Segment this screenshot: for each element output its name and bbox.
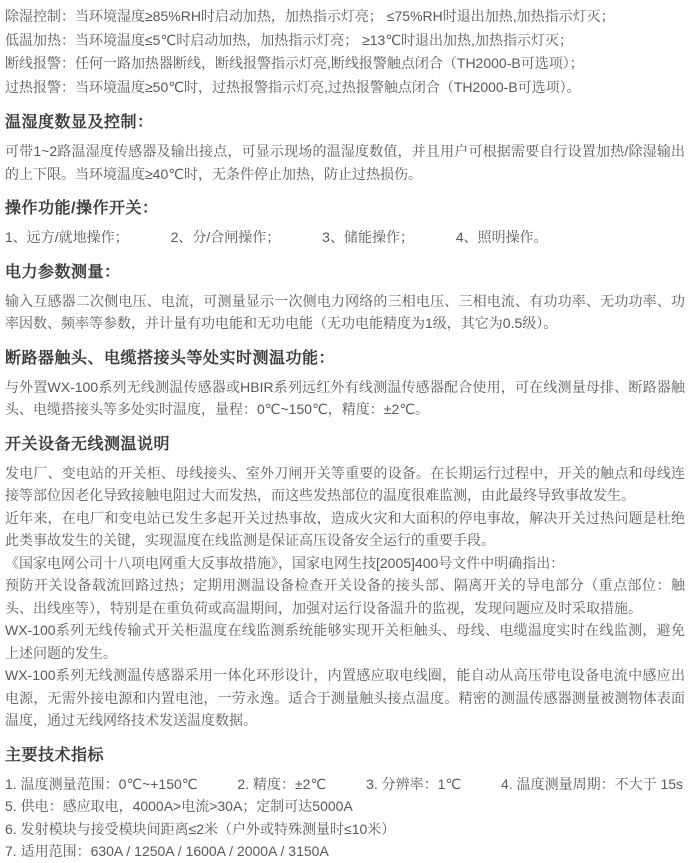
section-realtime-temp-measurement — [5, 349, 685, 421]
section-heading: 主要技术指标 — [5, 746, 105, 764]
operation-item-open-close: 2、分/合闸操作； — [170, 229, 281, 245]
spec-power-supply: 5. 供电：感应取电，4000A>电流>30A；定制可达5000A — [5, 798, 353, 814]
feature-line-low-temp-heating: 低温加热：当环境温度≤5℃时启动加热，加热指示灯亮； ≥13℃时退出加热,加热指示灯灭； — [5, 31, 573, 48]
section-paragraph: 预防开关设备载流回路过热；定期用测温设备检查开关设备的接头部、隔离开关的导电部分（重点部位：触头、出线座等），特别是在重负荷或高温期间，加强对运行设备温升的监视，发现问题应及时采取措施。 — [5, 577, 685, 616]
section-main-technical-specs — [5, 746, 685, 863]
feature-line-dehumidify-control: 除湿控制：当环境湿度≥85%RH时启动加热，加热指示灯亮； ≤75%RH时退出加热,加热指示灯灭； — [5, 8, 615, 24]
section-heading: 断路器触头、电缆搭接头等处实时测温功能： — [5, 349, 336, 367]
section-wireless-temp-measurement-notes — [5, 435, 685, 732]
section-heading: 开关设备无线测温说明 — [5, 435, 171, 453]
operation-item-energy-storage: 3、储能操作； — [322, 229, 414, 245]
section-paragraph: WX-100系列无线传输式开关柜温度在线监测系统能够实现开关柜触头、母线、电缆温度实时在线监测，避免上述问题的发生。 — [5, 622, 685, 661]
operation-items-row — [5, 226, 685, 249]
section-paragraph: 输入互感器二次侧电压、电流，可测量显示一次侧电力网络的三相电压、三相电流、有功功率、无功功率、功率因数、频率等参数，并计量有功电能和无功电能（无功电能精度为1级，其它为0.5级）。 — [5, 292, 685, 331]
spec-module-distance: 6. 发射模块与接受模块间距离≤2米（户外或特殊测量时≤10米） — [5, 820, 396, 837]
section-operation-functions — [5, 199, 685, 249]
operation-item-remote-local: 1、远方/就地操作； — [5, 229, 129, 245]
section-paragraph: 近年来，在电厂和变电站已发生多起开关过热事故，造成火灾和大面积的停电事故，解决开关过热问题是杜绝此类事故发生的关键，实现温度在线监测是保证高压设备安全运行的重要手段。 — [5, 509, 685, 548]
section-power-parameter-measurement — [5, 263, 685, 335]
section-paragraph: 与外置WX-100系列无线测温传感器或HBIR系列远红外有线测温传感器配合使用，可在线测量母排、断路器触头、电缆搭接头等多处实时温度，量程：0℃~150℃，精度：±2℃。 — [5, 378, 685, 417]
feature-line-overheat-alarm: 过热报警：当环境温度≥50℃时，过热报警指示灯亮,过热报警触点闭合（TH2000-B可选项）。 — [5, 78, 581, 95]
section-paragraph: 可带1~2路温湿度传感器及输出接点，可显示现场的温湿度数值，并且用户可根据需要自行设置加热/除湿输出的上下限。当环境温度≥40℃时，无条件停止加热，防止过热损伤。 — [5, 143, 685, 182]
spec-applicable-range: 7. 适用范围：630A / 1250A / 1600A / 2000A / 3150A — [5, 843, 329, 859]
section-paragraph: 发电厂、变电站的开关柜、母线接头、室外刀闸开关等重要的设备。在长期运行过程中，开关的触点和母线连接等部位因老化导致接触电阻过大而发热，而这些发热部位的温度很难监测，由此最终导致事故发生。 — [5, 464, 685, 503]
section-temp-humidity-display-control — [5, 113, 685, 185]
spec-measurement-period: 4. 温度测量周期：不大于 15s — [501, 775, 684, 792]
feature-line-wire-break-alarm: 断线报警：任何一路加热器断线，断线报警指示灯亮,断线报警触点闭合（TH2000-B可选项）； — [5, 55, 584, 71]
section-heading: 电力参数测量： — [5, 263, 121, 281]
spec-resolution: 3. 分辨率：1℃ — [366, 775, 462, 792]
section-heading: 温湿度数显及控制： — [5, 114, 154, 131]
operation-item-lighting: 4、照明操作。 — [455, 229, 548, 245]
spec-accuracy: 2. 精度：±2℃ — [237, 775, 327, 792]
spec-temp-range: 1. 温度测量范围：0℃~+150℃ — [5, 775, 198, 792]
section-paragraph: 《国家电网公司十八项电网重大反事故措施》，国家电网生技[2005]400号文件中明确指出： — [5, 554, 565, 571]
control-alarm-feature-list — [5, 5, 685, 99]
spec-row-1-to-4 — [5, 773, 685, 796]
section-heading: 操作功能/操作开关： — [5, 200, 159, 217]
section-paragraph: WX-100系列无线测温传感器采用一体化环形设计，内置感应取电线圈，能自动从高压带电设备电流中感应出电源，无需外接电源和内置电池，一劳永逸。适合于测量触头接点温度。精密的测温传感器测量被测物体表面温度，通过无线网络技术发送温度数据。 — [5, 667, 685, 728]
